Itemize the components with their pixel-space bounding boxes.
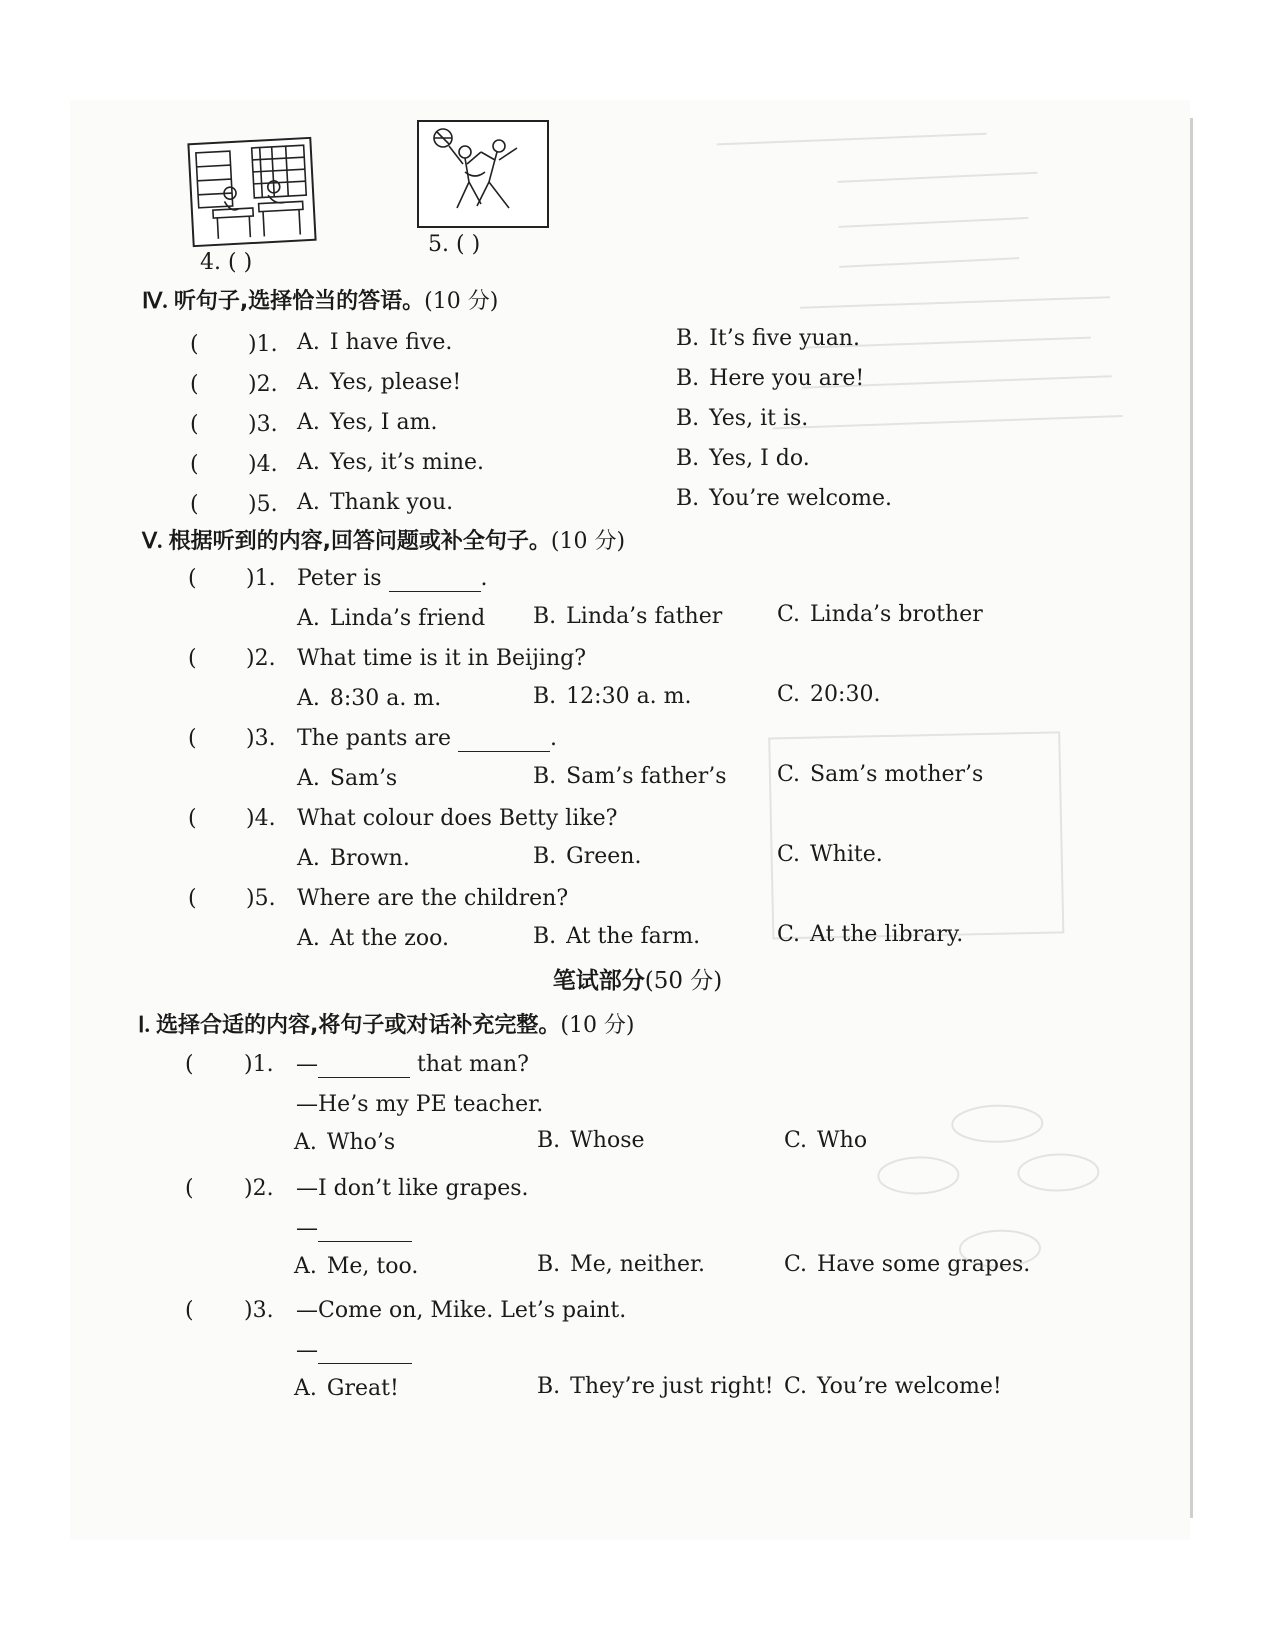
- paren-open: (: [190, 452, 199, 477]
- paren-open: (: [185, 1176, 194, 1201]
- option-a[interactable]: [297, 410, 437, 435]
- library-reading-icon: [189, 139, 314, 245]
- option-letter: B.: [676, 326, 700, 351]
- dialogue-dash: —: [296, 1216, 318, 1241]
- question-number-text: )4.: [246, 806, 276, 831]
- option-b[interactable]: [676, 406, 808, 431]
- dialogue-line-2: [296, 1216, 412, 1242]
- option-b[interactable]: [537, 1252, 705, 1277]
- dialogue-text: that man?: [417, 1052, 529, 1077]
- question-number: [246, 726, 276, 751]
- option-text: Me, neither.: [570, 1252, 706, 1277]
- option-text: You’re welcome.: [709, 486, 893, 511]
- paren-open: (: [188, 726, 197, 751]
- option-letter: A.: [297, 490, 320, 515]
- question-stem-text: Where are the children?: [297, 886, 569, 911]
- option-a[interactable]: [297, 450, 484, 475]
- option-a[interactable]: [294, 1376, 399, 1401]
- paren-open: (: [190, 492, 199, 517]
- option-text: At the farm.: [566, 924, 701, 949]
- paren-open: (: [185, 1052, 194, 1077]
- option-text: Sam’s father’s: [566, 764, 727, 789]
- answer-paren[interactable]: [190, 412, 199, 437]
- written-part-title: [0, 962, 1275, 995]
- question-stem-end: .: [550, 726, 557, 751]
- option-text: White.: [810, 842, 883, 867]
- written-part-points: (50 分): [644, 968, 723, 994]
- answer-paren[interactable]: [188, 566, 197, 591]
- answer-blank[interactable]: [318, 1338, 412, 1364]
- option-text: Have some grapes.: [817, 1252, 1031, 1277]
- question-stem-text: What time is it in Beijing?: [297, 646, 586, 671]
- option-letter: A.: [297, 370, 320, 395]
- answer-blank[interactable]: [389, 566, 481, 592]
- option-letter: C.: [784, 1374, 808, 1399]
- written-section-1-title: [138, 1008, 635, 1039]
- option-letter: A.: [297, 410, 320, 435]
- option-letter: A.: [297, 686, 320, 711]
- option-letter: C.: [777, 602, 801, 627]
- question-number: [246, 806, 276, 831]
- answer-paren[interactable]: [188, 886, 197, 911]
- option-a[interactable]: [297, 370, 461, 395]
- option-a[interactable]: [297, 490, 453, 515]
- section-4-points: (10 分): [424, 289, 499, 314]
- option-a[interactable]: [297, 330, 452, 355]
- option-c[interactable]: [777, 842, 883, 867]
- question-number: [246, 646, 276, 671]
- option-b[interactable]: [537, 1374, 774, 1399]
- answer-paren[interactable]: [190, 492, 199, 517]
- section-5-title: [142, 524, 625, 555]
- answer-paren[interactable]: [188, 646, 197, 671]
- option-letter: A.: [297, 606, 320, 631]
- written-part-label: 笔试部分: [552, 968, 645, 994]
- dialogue-line-1: [296, 1052, 529, 1078]
- option-text: At the library.: [810, 922, 964, 947]
- option-letter: A.: [297, 846, 320, 871]
- option-c[interactable]: [777, 682, 880, 707]
- option-text: Me, too.: [326, 1254, 419, 1279]
- dialogue-line-2: [296, 1092, 543, 1117]
- option-a[interactable]: [294, 1254, 418, 1279]
- option-letter: C.: [777, 922, 801, 947]
- question-number: [248, 412, 278, 437]
- paren-open: (: [188, 566, 197, 591]
- option-letter: C.: [784, 1252, 808, 1277]
- option-letter: B.: [533, 684, 557, 709]
- section-4-instruction: 听句子,选择恰当的答语。: [173, 289, 425, 314]
- question-number: [248, 372, 278, 397]
- question-number: [244, 1176, 274, 1201]
- option-letter: B.: [533, 924, 557, 949]
- picture-4-label: [200, 250, 252, 275]
- answer-paren[interactable]: [188, 806, 197, 831]
- option-letter: B.: [676, 446, 700, 471]
- question-number-text: )2.: [248, 372, 278, 397]
- dialogue-text: —He’s my PE teacher.: [296, 1092, 544, 1117]
- section-4-numeral: Ⅳ.: [142, 288, 168, 313]
- option-a[interactable]: [297, 846, 410, 871]
- option-letter: A.: [294, 1254, 317, 1279]
- dialogue-dash: —: [296, 1338, 318, 1363]
- question-number: [248, 452, 278, 477]
- option-a[interactable]: [297, 926, 449, 951]
- question-number-text: )2.: [244, 1176, 274, 1201]
- option-letter: B.: [676, 366, 700, 391]
- option-letter: B.: [533, 844, 557, 869]
- question-number-text: )1.: [246, 566, 276, 591]
- option-letter: C.: [777, 842, 801, 867]
- question-stem: [297, 566, 488, 592]
- dialogue-dash: —: [296, 1052, 318, 1077]
- question-number: [246, 886, 276, 911]
- option-text: Yes, I do.: [709, 446, 810, 471]
- question-number: [248, 332, 278, 357]
- question-stem: [297, 806, 617, 831]
- option-text: It’s five yuan.: [709, 326, 860, 351]
- paren-open: (: [185, 1298, 194, 1323]
- question-stem-text: The pants are: [297, 726, 451, 751]
- option-c[interactable]: [784, 1128, 867, 1153]
- section-5-points: (10 分): [550, 529, 626, 554]
- answer-paren[interactable]: [185, 1298, 194, 1323]
- section-4-title: [142, 284, 498, 315]
- question-number-text: )3.: [244, 1298, 274, 1323]
- question-number: [246, 566, 276, 591]
- option-letter: A.: [297, 450, 320, 475]
- option-text: You’re welcome!: [817, 1374, 1002, 1399]
- option-letter: B.: [676, 406, 700, 431]
- option-b[interactable]: [533, 924, 700, 949]
- option-text: Great!: [326, 1376, 399, 1401]
- option-text: 12:30 a. m.: [566, 684, 692, 709]
- question-number: [248, 492, 278, 517]
- question-number-text: )5.: [246, 886, 276, 911]
- option-letter: B.: [533, 764, 557, 789]
- option-letter: A.: [294, 1130, 317, 1155]
- question-number-text: )2.: [246, 646, 276, 671]
- option-text: Whose: [570, 1128, 645, 1153]
- option-letter: B.: [533, 604, 557, 629]
- option-text: Who: [817, 1128, 868, 1153]
- dialogue-text: —I don’t like grapes.: [296, 1176, 529, 1201]
- basketball-players-icon: [419, 122, 547, 226]
- option-letter: A.: [297, 330, 320, 355]
- question-number-text: )1.: [244, 1052, 274, 1077]
- option-text: They’re just right!: [570, 1374, 774, 1399]
- option-letter: A.: [294, 1376, 317, 1401]
- option-a[interactable]: [294, 1130, 395, 1155]
- option-letter: C.: [777, 682, 801, 707]
- section-5-numeral: Ⅴ.: [142, 528, 163, 553]
- option-letter: B.: [537, 1128, 561, 1153]
- paren-open: (: [188, 886, 197, 911]
- written-section-1-numeral: Ⅰ.: [138, 1012, 150, 1037]
- option-text: Yes, I am.: [329, 410, 438, 435]
- answer-paren[interactable]: [185, 1176, 194, 1201]
- option-b[interactable]: [676, 486, 892, 511]
- option-text: Sam’s mother’s: [810, 762, 984, 787]
- option-letter: B.: [537, 1252, 561, 1277]
- question-stem: [297, 886, 568, 911]
- option-a[interactable]: [297, 766, 397, 791]
- option-b[interactable]: [533, 604, 722, 629]
- picture-5: [417, 120, 549, 228]
- picture-5-number: 5.: [428, 232, 449, 257]
- picture-4-answer-blank[interactable]: ( ): [228, 250, 253, 275]
- option-c[interactable]: [784, 1374, 1002, 1399]
- picture-4-number: 4.: [200, 250, 221, 275]
- dialogue-line-1: [296, 1298, 626, 1323]
- question-number: [244, 1052, 274, 1077]
- answer-paren[interactable]: [185, 1052, 194, 1077]
- paren-open: (: [188, 646, 197, 671]
- option-b[interactable]: [537, 1128, 645, 1153]
- option-text: 20:30.: [810, 682, 881, 707]
- picture-5-label: [428, 232, 480, 257]
- option-text: At the zoo.: [329, 926, 449, 951]
- option-c[interactable]: [777, 602, 983, 627]
- option-b[interactable]: [533, 684, 692, 709]
- option-letter: A.: [297, 926, 320, 951]
- option-b[interactable]: [676, 326, 860, 351]
- option-text: I have five.: [329, 330, 453, 355]
- picture-5-answer-blank[interactable]: ( ): [456, 232, 481, 257]
- option-letter: B.: [676, 486, 700, 511]
- paren-open: (: [190, 372, 199, 397]
- paren-open: (: [188, 806, 197, 831]
- option-text: Here you are!: [709, 366, 865, 391]
- question-number-text: )1.: [248, 332, 278, 357]
- option-a[interactable]: [297, 606, 485, 631]
- option-b[interactable]: [533, 844, 641, 869]
- question-stem: [297, 726, 557, 752]
- option-b[interactable]: [676, 446, 810, 471]
- option-letter: B.: [537, 1374, 561, 1399]
- picture-4: [187, 137, 316, 247]
- option-text: Brown.: [329, 846, 410, 871]
- section-5-instruction: 根据听到的内容,回答问题或补全句子。: [168, 529, 551, 554]
- paren-open: (: [190, 412, 199, 437]
- question-stem-text: What colour does Betty like?: [297, 806, 618, 831]
- question-number-text: )3.: [246, 726, 276, 751]
- answer-paren[interactable]: [190, 372, 199, 397]
- page-edge-shadow: [1190, 118, 1193, 1518]
- answer-blank[interactable]: [318, 1216, 412, 1242]
- option-b[interactable]: [676, 366, 864, 391]
- answer-paren[interactable]: [190, 452, 199, 477]
- question-stem-end: .: [480, 566, 488, 591]
- option-c[interactable]: [777, 762, 983, 787]
- question-stem-text: Peter is: [297, 566, 382, 591]
- written-section-1-instruction: 选择合适的内容,将句子或对话补充完整。: [156, 1013, 561, 1038]
- question-number: [244, 1298, 274, 1323]
- option-text: Thank you.: [329, 490, 454, 515]
- option-text: Linda’s brother: [810, 602, 983, 627]
- written-section-1-points: (10 分): [560, 1013, 635, 1038]
- option-text: Linda’s father: [566, 604, 723, 629]
- answer-paren[interactable]: [188, 726, 197, 751]
- paren-open: (: [190, 332, 199, 357]
- question-number-text: )5.: [248, 492, 278, 517]
- question-number-text: )4.: [248, 452, 278, 477]
- option-text: Sam’s: [329, 766, 398, 791]
- option-text: Who’s: [326, 1130, 396, 1155]
- option-letter: A.: [297, 766, 320, 791]
- option-b[interactable]: [533, 764, 727, 789]
- option-text: Yes, please!: [329, 370, 462, 395]
- option-letter: C.: [784, 1128, 808, 1153]
- answer-paren[interactable]: [190, 332, 199, 357]
- option-text: Yes, it’s mine.: [329, 450, 485, 475]
- answer-blank[interactable]: [458, 726, 550, 752]
- option-c[interactable]: [784, 1252, 1030, 1277]
- answer-blank[interactable]: [318, 1052, 410, 1078]
- dialogue-line-1: [296, 1176, 529, 1201]
- option-c[interactable]: [777, 922, 963, 947]
- option-text: Linda’s friend: [329, 606, 486, 631]
- dialogue-text: —Come on, Mike. Let’s paint.: [296, 1298, 627, 1323]
- dialogue-line-2: [296, 1338, 412, 1364]
- question-number-text: )3.: [248, 412, 278, 437]
- option-a[interactable]: [297, 686, 441, 711]
- option-text: Yes, it is.: [709, 406, 809, 431]
- option-text: Green.: [566, 844, 642, 869]
- option-letter: C.: [777, 762, 801, 787]
- option-text: 8:30 a. m.: [329, 686, 442, 711]
- question-stem: [297, 646, 586, 671]
